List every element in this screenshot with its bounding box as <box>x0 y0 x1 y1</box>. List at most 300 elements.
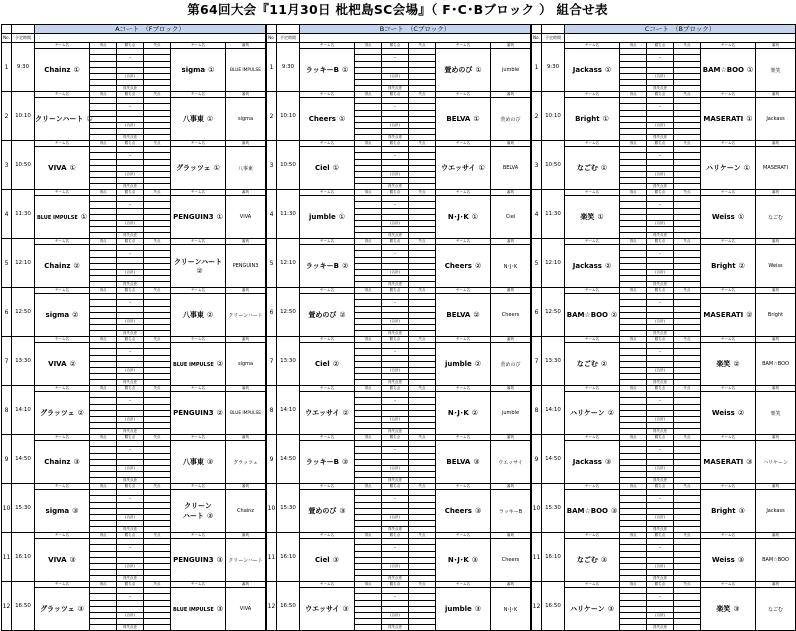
score-cell <box>90 447 117 454</box>
match-time: 16:50 <box>12 582 35 631</box>
loss-label: 失点 <box>409 43 436 49</box>
score-cell <box>674 202 701 209</box>
loss-label: 失点 <box>674 288 701 294</box>
score-label: 得点 <box>620 386 647 392</box>
away-team-name: BELVA <box>446 115 471 123</box>
match-time: 9:30 <box>12 43 35 92</box>
home-team <box>300 539 355 582</box>
home-team-name: Jackass <box>572 66 602 74</box>
ref-label: 審判 <box>491 435 531 441</box>
match-number: 12 <box>532 582 542 631</box>
score-cell <box>620 300 647 307</box>
team-label: チーム名 <box>35 190 90 196</box>
score-label: 得点 <box>355 386 382 392</box>
away-team-name: 楽笑 <box>716 360 731 368</box>
match-number: 7 <box>532 337 542 386</box>
score-cell <box>409 398 436 405</box>
pk-label: 得失点差 <box>382 527 409 533</box>
team-label: チーム名 <box>300 435 355 441</box>
home-team <box>565 441 620 484</box>
home-team <box>35 539 90 582</box>
match-time: 10:50 <box>277 141 300 190</box>
schedule-table <box>266 24 531 631</box>
round-mark: ① <box>341 66 349 74</box>
score-cell <box>90 251 117 258</box>
score-dash: - <box>382 496 409 503</box>
score-dash: - <box>647 251 674 258</box>
score-dash: - <box>117 202 144 209</box>
wl-label: 勝ち点 <box>647 484 674 490</box>
score-dash: - <box>382 398 409 405</box>
score-cell <box>674 594 701 601</box>
score-dash: - <box>647 349 674 356</box>
score-cell <box>355 447 382 454</box>
away-team <box>436 49 491 92</box>
pk-label: 得失点差 <box>382 625 409 631</box>
pk-label: 得失点差 <box>117 576 144 582</box>
match-number: 3 <box>2 141 12 190</box>
team-label: チーム名 <box>565 43 620 49</box>
score-cell <box>620 545 647 552</box>
home-team-name: クリーンハート <box>35 115 84 123</box>
ref-label: 審判 <box>491 92 531 98</box>
round-mark: ② <box>77 409 84 417</box>
wl-label: 勝ち点 <box>647 435 674 441</box>
total-label: (合計) <box>382 123 409 129</box>
pk-label: 得失点差 <box>117 184 144 190</box>
loss-label: 失点 <box>409 484 436 490</box>
wl-label: 勝ち点 <box>647 582 674 588</box>
score-dash: - <box>382 594 409 601</box>
round-mark: ② <box>72 311 79 319</box>
score-dash: - <box>117 104 144 111</box>
score-dash: - <box>117 349 144 356</box>
col-no: No. <box>2 34 12 43</box>
score-label: 得点 <box>355 337 382 343</box>
away-team <box>436 539 491 582</box>
wl-label: 勝ち点 <box>117 190 144 196</box>
referee-team: BELVA <box>491 147 531 190</box>
loss-label: 失点 <box>674 435 701 441</box>
referee-team: 楽笑 <box>756 49 796 92</box>
score-label: 得点 <box>355 190 382 196</box>
home-team-name: Cheers <box>308 115 336 123</box>
round-mark: ① <box>471 213 479 221</box>
total-label: (合計) <box>117 515 144 521</box>
pk-label: 得失点差 <box>382 576 409 582</box>
round-mark: ① <box>743 164 750 172</box>
score-label: 得点 <box>620 92 647 98</box>
away-team <box>436 196 491 239</box>
loss-label: 失点 <box>409 533 436 539</box>
score-cell <box>355 104 382 111</box>
team-label: チーム名 <box>436 239 491 245</box>
round-mark: ③ <box>341 458 349 466</box>
round-mark: ③ <box>342 605 349 613</box>
away-team-name: 八事東 <box>182 311 204 319</box>
score-cell <box>90 55 117 62</box>
total-label: (合計) <box>117 564 144 570</box>
total-label: (合計) <box>117 319 144 325</box>
home-team-name: Jackass <box>572 262 602 270</box>
away-team <box>436 490 491 533</box>
wl-label: 勝ち点 <box>382 533 409 539</box>
away-team-name: Bright <box>711 262 736 270</box>
score-cell <box>144 349 171 356</box>
referee-team: ラッキーB <box>491 490 531 533</box>
loss-label: 失点 <box>409 288 436 294</box>
ref-label: 審判 <box>756 484 796 490</box>
match-number: 5 <box>2 239 12 288</box>
referee-team: 萱めのび <box>491 343 531 386</box>
score-cell <box>674 55 701 62</box>
total-label: (合計) <box>647 319 674 325</box>
col-time: 予定時間 <box>542 34 565 43</box>
team-label: チーム名 <box>35 484 90 490</box>
round-mark: ③ <box>474 605 482 613</box>
round-mark: ③ <box>610 507 618 515</box>
score-cell <box>144 625 171 631</box>
referee-team: クリーンハート <box>226 294 266 337</box>
team-label: チーム名 <box>300 386 355 392</box>
home-team <box>565 343 620 386</box>
away-team <box>436 343 491 386</box>
score-cell <box>409 300 436 307</box>
wl-label: 勝ち点 <box>382 484 409 490</box>
team-label: チーム名 <box>171 239 226 245</box>
ref-label: 審判 <box>226 582 266 588</box>
pk-label: 得失点差 <box>117 233 144 239</box>
score-cell <box>144 545 171 552</box>
loss-label: 失点 <box>144 386 171 392</box>
score-dash: - <box>647 153 674 160</box>
score-dash: - <box>117 447 144 454</box>
away-team-name: グラッツェ <box>176 164 211 172</box>
match-time: 12:10 <box>12 239 35 288</box>
wl-label: 勝ち点 <box>117 386 144 392</box>
home-team-name: Chainz <box>44 66 71 74</box>
total-label: (合計) <box>382 515 409 521</box>
team-label: チーム名 <box>436 435 491 441</box>
round-mark: ③ <box>216 556 223 564</box>
referee-team: BAM☆BOO <box>756 539 796 582</box>
score-cell <box>409 153 436 160</box>
referee-team: Weiss <box>756 245 796 288</box>
away-team <box>171 98 226 141</box>
score-label: 得点 <box>620 239 647 245</box>
ref-label: 審判 <box>756 386 796 392</box>
team-label: チーム名 <box>436 533 491 539</box>
pk-label: 得失点差 <box>647 331 674 337</box>
team-label: チーム名 <box>35 141 90 147</box>
score-cell <box>620 447 647 454</box>
away-team <box>171 343 226 386</box>
home-team-name: Chainz <box>44 262 71 270</box>
loss-label: 失点 <box>144 288 171 294</box>
score-cell <box>674 496 701 503</box>
score-label: 得点 <box>90 386 117 392</box>
score-cell <box>674 349 701 356</box>
away-team <box>171 147 226 190</box>
round-mark: ① <box>746 66 754 74</box>
round-mark: ② <box>342 409 349 417</box>
home-team <box>565 245 620 288</box>
wl-label: 勝ち点 <box>382 141 409 147</box>
away-team-name: Bright <box>711 507 736 515</box>
match-number: 4 <box>267 190 277 239</box>
total-label: (合計) <box>382 319 409 325</box>
round-mark: ① <box>602 115 609 123</box>
score-dash: - <box>117 153 144 160</box>
away-team-name: Weiss <box>711 556 735 564</box>
pk-label: 得失点差 <box>382 380 409 386</box>
round-mark: ③ <box>77 605 84 613</box>
ref-label: 審判 <box>491 386 531 392</box>
pk-label: 得失点差 <box>647 625 674 631</box>
round-mark: ② <box>474 360 482 368</box>
home-team <box>300 98 355 141</box>
score-cell <box>674 153 701 160</box>
team-label: チーム名 <box>565 288 620 294</box>
loss-label: 失点 <box>144 92 171 98</box>
round-mark: ① <box>213 164 220 172</box>
score-cell <box>674 545 701 552</box>
score-dash: - <box>382 153 409 160</box>
team-label: チーム名 <box>300 533 355 539</box>
home-team-name: なごむ <box>576 164 598 172</box>
score-label: 得点 <box>90 239 117 245</box>
referee-team: なごむ <box>756 196 796 239</box>
away-team <box>701 588 756 631</box>
ref-label: 審判 <box>756 239 796 245</box>
loss-label: 失点 <box>674 484 701 490</box>
score-cell <box>409 251 436 258</box>
round-mark: ① <box>332 164 339 172</box>
round-mark: ① <box>475 66 482 74</box>
away-team-name: 楽笑 <box>716 605 731 613</box>
team-label: チーム名 <box>300 43 355 49</box>
home-team-name: グラッツェ <box>40 409 75 417</box>
referee-team: Jackass <box>756 490 796 533</box>
wl-label: 勝ち点 <box>382 435 409 441</box>
wl-label: 勝ち点 <box>382 288 409 294</box>
score-cell <box>620 398 647 405</box>
team-label: チーム名 <box>171 533 226 539</box>
score-dash: - <box>647 202 674 209</box>
total-label: (合計) <box>382 564 409 570</box>
round-mark: ① <box>80 213 88 221</box>
referee-team: BLUE IMPULSE <box>226 392 266 435</box>
ref-label: 審判 <box>491 239 531 245</box>
away-team <box>701 441 756 484</box>
round-mark: ③ <box>471 556 479 564</box>
loss-label: 失点 <box>409 92 436 98</box>
loss-label: 失点 <box>674 43 701 49</box>
team-label: チーム名 <box>436 43 491 49</box>
away-team <box>436 588 491 631</box>
score-dash: - <box>647 300 674 307</box>
referee-team: Cheers <box>491 539 531 582</box>
round-mark: ① <box>604 66 612 74</box>
home-team-name: jumble <box>308 213 336 221</box>
team-label: チーム名 <box>171 141 226 147</box>
match-time: 14:50 <box>542 435 565 484</box>
pk-label: 得失点差 <box>382 233 409 239</box>
court-c <box>531 24 796 631</box>
team-label: チーム名 <box>436 582 491 588</box>
score-label: 得点 <box>90 435 117 441</box>
round-mark: ① <box>478 164 485 172</box>
away-team-name: 萱めのび <box>444 66 473 74</box>
score-cell <box>355 153 382 160</box>
team-label: チーム名 <box>565 484 620 490</box>
score-cell <box>409 55 436 62</box>
ref-label: 審判 <box>756 337 796 343</box>
score-cell <box>674 625 701 631</box>
loss-label: 失点 <box>674 190 701 196</box>
wl-label: 勝ち点 <box>117 435 144 441</box>
score-cell <box>674 398 701 405</box>
total-label: (合計) <box>647 515 674 521</box>
team-label: チーム名 <box>701 386 756 392</box>
round-mark: ② <box>607 409 614 417</box>
score-cell <box>355 625 382 631</box>
loss-label: 失点 <box>674 92 701 98</box>
total-label: (合計) <box>647 564 674 570</box>
score-dash: - <box>647 496 674 503</box>
team-label: チーム名 <box>300 141 355 147</box>
score-label: 得点 <box>620 435 647 441</box>
match-time: 14:50 <box>277 435 300 484</box>
away-team <box>171 49 226 92</box>
court-header: Bコート （Cブロック） <box>300 25 531 34</box>
score-cell <box>674 251 701 258</box>
home-team-name: ラッキーB <box>305 66 339 74</box>
wl-label: 勝ち点 <box>647 239 674 245</box>
score-label: 得点 <box>620 533 647 539</box>
match-number: 10 <box>2 484 12 533</box>
away-team-name: Cheers <box>444 262 472 270</box>
score-dash: - <box>382 202 409 209</box>
team-label: チーム名 <box>171 484 226 490</box>
home-team <box>565 196 620 239</box>
score-cell <box>144 398 171 405</box>
away-team <box>171 539 226 582</box>
wl-label: 勝ち点 <box>382 43 409 49</box>
total-label: (合計) <box>117 368 144 374</box>
loss-label: 失点 <box>409 337 436 343</box>
round-mark: ③ <box>607 605 614 613</box>
team-label: チーム名 <box>436 141 491 147</box>
score-label: 得点 <box>355 582 382 588</box>
away-team <box>701 98 756 141</box>
referee-team: Bright <box>756 294 796 337</box>
away-team-name: N･J･K <box>447 409 469 417</box>
match-time: 11:30 <box>12 190 35 239</box>
ref-label: 審判 <box>491 484 531 490</box>
wl-label: 勝ち点 <box>382 386 409 392</box>
score-label: 得点 <box>90 92 117 98</box>
home-team-name: BAM☆BOO <box>566 507 608 515</box>
score-dash: - <box>647 594 674 601</box>
away-team-name: Weiss <box>711 213 735 221</box>
match-time: 12:50 <box>277 288 300 337</box>
round-mark: ① <box>73 66 80 74</box>
score-cell <box>355 398 382 405</box>
match-number: 8 <box>2 386 12 435</box>
score-cell <box>144 202 171 209</box>
round-mark: ② <box>206 311 214 319</box>
round-mark: ① <box>600 164 608 172</box>
ref-label: 審判 <box>756 43 796 49</box>
wl-label: 勝ち点 <box>647 386 674 392</box>
loss-label: 失点 <box>144 533 171 539</box>
home-team-name: Ciel <box>315 556 330 564</box>
total-label: (合計) <box>647 270 674 276</box>
score-cell <box>409 594 436 601</box>
team-label: チーム名 <box>565 190 620 196</box>
team-label: チーム名 <box>436 288 491 294</box>
team-label: チーム名 <box>701 484 756 490</box>
home-team <box>300 441 355 484</box>
home-team-name: VIVA <box>48 360 67 368</box>
home-team-name: Chainz <box>44 458 71 466</box>
col-no: No. <box>267 34 277 43</box>
score-label: 得点 <box>620 337 647 343</box>
ref-label: 審判 <box>491 43 531 49</box>
team-label: チーム名 <box>565 386 620 392</box>
score-label: 得点 <box>90 141 117 147</box>
referee-team: jumble <box>491 392 531 435</box>
away-team-name: ウエッサイ <box>441 164 476 172</box>
score-cell <box>409 496 436 503</box>
total-label: (合計) <box>117 123 144 129</box>
score-dash: - <box>117 55 144 62</box>
match-time: 16:50 <box>542 582 565 631</box>
team-label: チーム名 <box>701 288 756 294</box>
match-time: 12:50 <box>12 288 35 337</box>
match-number: 12 <box>2 582 12 631</box>
referee-team: 八事東 <box>226 147 266 190</box>
round-mark: ③ <box>332 556 339 564</box>
score-cell <box>620 153 647 160</box>
team-label: チーム名 <box>35 239 90 245</box>
match-time: 15:30 <box>277 484 300 533</box>
home-team-name: ラッキーB <box>305 262 339 270</box>
referee-team: クリーンハート <box>226 539 266 582</box>
home-team-name: なごむ <box>576 360 598 368</box>
home-team <box>35 147 90 190</box>
match-number: 11 <box>267 533 277 582</box>
match-time: 14:10 <box>542 386 565 435</box>
score-cell <box>409 202 436 209</box>
score-cell <box>620 349 647 356</box>
wl-label: 勝ち点 <box>647 92 674 98</box>
match-time: 10:10 <box>542 92 565 141</box>
away-team-name: 八事東 <box>182 115 204 123</box>
total-label: (合計) <box>117 613 144 619</box>
pk-label: 得失点差 <box>647 86 674 92</box>
away-team-name: sigma <box>181 66 206 74</box>
away-team <box>701 392 756 435</box>
pk-label: 得失点差 <box>117 380 144 386</box>
home-team <box>565 539 620 582</box>
score-dash: - <box>117 300 144 307</box>
team-label: チーム名 <box>565 337 620 343</box>
match-number: 9 <box>267 435 277 484</box>
round-mark: ① <box>737 213 745 221</box>
match-number: 7 <box>2 337 12 386</box>
